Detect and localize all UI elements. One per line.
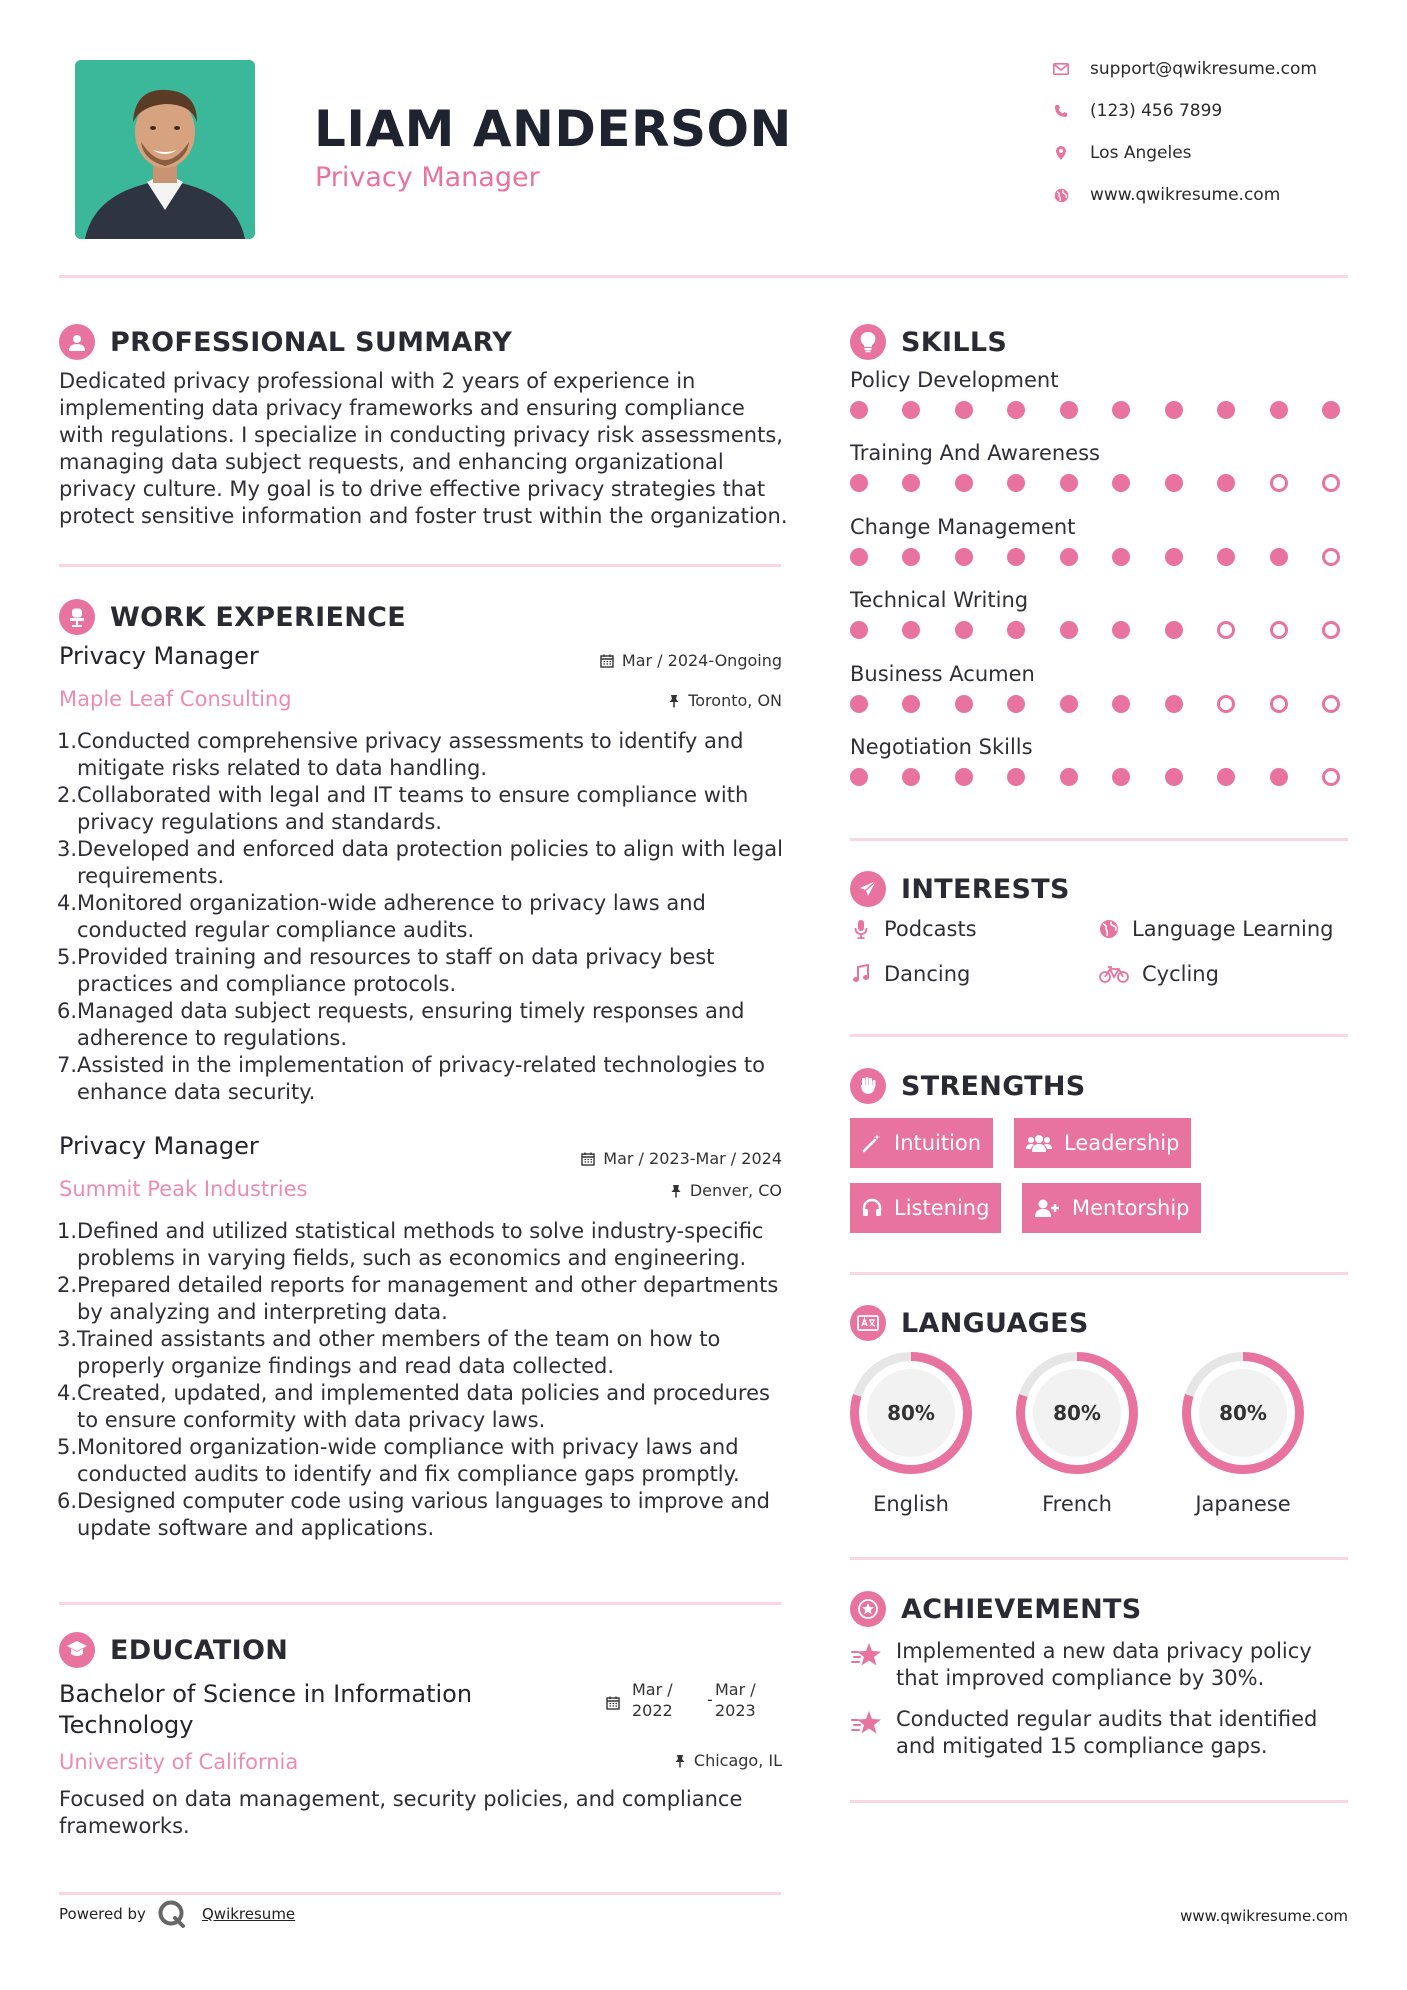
skills-divider xyxy=(850,838,1348,841)
rating-dot-filled xyxy=(902,401,920,419)
rating-dot-filled xyxy=(1112,695,1130,713)
phone-icon xyxy=(1052,102,1070,120)
calendar-icon xyxy=(600,654,614,668)
rating-dot-empty xyxy=(1322,474,1340,492)
star-icon xyxy=(850,1706,884,1734)
graduation-icon xyxy=(59,1632,95,1668)
rating-dot-filled xyxy=(1165,621,1183,639)
summary-header xyxy=(59,322,512,362)
profile-photo xyxy=(75,60,255,239)
skill-row xyxy=(850,588,1348,640)
interest-cycling: Cycling xyxy=(1098,962,1219,986)
rating-dot-filled xyxy=(1217,474,1235,492)
skill-row xyxy=(850,735,1348,787)
skill-row xyxy=(850,662,1348,714)
strengths-title: STRENGTHS xyxy=(901,1070,1086,1102)
rating-dot-filled xyxy=(1165,695,1183,713)
strength-mentorship: Mentorship xyxy=(1022,1183,1201,1233)
languages-divider xyxy=(850,1557,1348,1560)
job-2-title: Privacy Manager xyxy=(59,1132,259,1160)
list-item: 1. Conducted comprehensive privacy assessments to identify and mitigate risks related to data handling. xyxy=(57,729,744,780)
skill-row xyxy=(850,515,1348,567)
summary-title: PROFESSIONAL SUMMARY xyxy=(110,326,513,358)
footer-url[interactable]: www.qwikresume.com xyxy=(1180,1907,1348,1925)
calendar-icon xyxy=(581,1152,595,1166)
rating-dot-filled xyxy=(1007,695,1025,713)
globe-icon xyxy=(1052,186,1070,204)
candidate-role: Privacy Manager xyxy=(315,162,540,193)
list-item: 2. Prepared detailed reports for management and other departments by analyzing and interpreting data. xyxy=(57,1273,779,1324)
rating-dot-filled xyxy=(1112,768,1130,786)
rating-dot-filled xyxy=(1060,621,1078,639)
education-date-end-1: Mar / xyxy=(715,1680,756,1699)
job-2-company: Summit Peak Industries xyxy=(59,1177,308,1201)
skill-rating xyxy=(850,473,1340,493)
languages-title: LANGUAGES xyxy=(901,1307,1089,1339)
list-item: 7. Assisted in the implementation of privacy-related technologies to enhance data security. xyxy=(57,1053,765,1104)
rating-dot-filled xyxy=(1217,768,1235,786)
skill-rating xyxy=(850,694,1340,714)
header-divider xyxy=(59,275,1348,278)
skill-name: Technical Writing xyxy=(850,588,1029,612)
contact-website[interactable] xyxy=(1052,182,1280,208)
user-icon xyxy=(59,324,95,360)
education-divider xyxy=(59,1892,781,1895)
strengths-header xyxy=(850,1066,1086,1106)
rating-dot-filled xyxy=(1217,548,1235,566)
rating-dot-filled xyxy=(902,768,920,786)
rating-dot-filled xyxy=(1217,401,1235,419)
language-name: Japanese xyxy=(1195,1492,1291,1516)
list-item: 5. Provided training and resources to staff on data privacy best practices and compliance protocols. xyxy=(57,945,715,996)
contact-email[interactable] xyxy=(1052,56,1317,82)
experience-divider xyxy=(59,1602,781,1605)
calendar-icon xyxy=(606,1695,620,1714)
rating-dot-filled xyxy=(1060,548,1078,566)
rating-dot-filled xyxy=(1165,401,1183,419)
rating-dot-filled xyxy=(955,768,973,786)
rating-dot-filled xyxy=(850,474,868,492)
language-percent: 80% xyxy=(1199,1369,1287,1457)
job-2-location-text: Denver, CO xyxy=(689,1181,782,1200)
rating-dot-filled xyxy=(1165,548,1183,566)
pushpin-icon xyxy=(670,1184,682,1198)
experience-title: WORK EXPERIENCE xyxy=(110,601,406,633)
rating-dot-filled xyxy=(1007,474,1025,492)
education-title: EDUCATION xyxy=(110,1634,289,1666)
skill-row xyxy=(850,368,1348,420)
user-plus-icon xyxy=(1034,1198,1060,1218)
language-icon xyxy=(850,1305,886,1341)
rating-dot-filled xyxy=(1007,768,1025,786)
rating-dot-filled xyxy=(1007,401,1025,419)
music-note-icon xyxy=(850,964,872,984)
interest-dancing: Dancing xyxy=(850,962,970,986)
strength-intuition: Intuition xyxy=(850,1118,993,1168)
skills-title: SKILLS xyxy=(901,326,1008,358)
education-location-text: Chicago, IL xyxy=(693,1751,782,1770)
job-1-date xyxy=(500,651,782,670)
rating-dot-empty xyxy=(1322,695,1340,713)
skill-name: Training And Awareness xyxy=(850,441,1100,465)
contact-website-text: www.qwikresume.com xyxy=(1090,185,1281,205)
skill-row xyxy=(850,441,1348,493)
languages-header xyxy=(850,1303,1089,1343)
contact-email-text: support@qwikresume.com xyxy=(1090,59,1317,79)
rating-dot-empty xyxy=(1217,695,1235,713)
list-item: 5. Monitored organization-wide compliance with privacy laws and conducted audits to identify and fix compliance gaps promptly. xyxy=(57,1435,740,1486)
magic-wand-icon xyxy=(862,1133,882,1153)
rating-dot-filled xyxy=(955,474,973,492)
contact-location xyxy=(1052,140,1192,166)
rating-dot-filled xyxy=(955,621,973,639)
list-item: 6. Managed data subject requests, ensuring timely responses and adherence to regulations. xyxy=(57,999,745,1050)
achievement-item: Implemented a new data privacy policy that improved compliance by 30%. xyxy=(850,1638,1348,1692)
language-progress-ring xyxy=(1016,1352,1138,1474)
contact-phone-text: (123) 456 7899 xyxy=(1090,101,1223,121)
rating-dot-filled xyxy=(1060,768,1078,786)
degree-line-2: Technology xyxy=(59,1711,194,1739)
job-1-company: Maple Leaf Consulting xyxy=(59,687,292,711)
rating-dot-filled xyxy=(1270,768,1288,786)
rating-dot-filled xyxy=(1060,401,1078,419)
rating-dot-empty xyxy=(1322,548,1340,566)
contact-location-text: Los Angeles xyxy=(1090,143,1192,163)
list-item: 3. Trained assistants and other members of the team on how to properly organize findings and read data collected. xyxy=(57,1327,721,1378)
rating-dot-empty xyxy=(1322,768,1340,786)
interests-title: INTERESTS xyxy=(901,873,1070,905)
skill-name: Change Management xyxy=(850,515,1076,539)
pushpin-icon xyxy=(674,1754,686,1768)
rating-dot-filled xyxy=(1060,695,1078,713)
fist-icon xyxy=(850,1068,886,1104)
rating-dot-filled xyxy=(955,401,973,419)
list-item: 1. Defined and utilized statistical methods to solve industry-specific problems in varying fields, such as economics and engineering. xyxy=(57,1219,764,1270)
summary-divider xyxy=(59,564,781,567)
language-item xyxy=(1182,1352,1304,1516)
lightbulb-icon xyxy=(850,324,886,360)
list-item: 6. Designed computer code using various languages to improve and update software and applications. xyxy=(57,1489,770,1540)
achievements-title: ACHIEVEMENTS xyxy=(901,1593,1142,1625)
summary-text: Dedicated privacy professional with 2 years of experience in implementing data privacy frameworks and ensuring compliance with regulations. I specialize in conducting privacy risk assessments, managing data subject requests, and enhancing organizational privacy culture. My goal is to drive effective privacy strategies that protect sensitive information and foster trust within the organization. xyxy=(59,369,788,528)
rating-dot-filled xyxy=(1060,474,1078,492)
powered-by-label: Powered by xyxy=(59,1905,146,1923)
language-percent: 80% xyxy=(867,1369,955,1457)
skills-header xyxy=(850,322,1007,362)
interests-header xyxy=(850,869,1070,909)
rating-dot-filled xyxy=(1270,548,1288,566)
rating-dot-empty xyxy=(1217,621,1235,639)
job-1-date-text: Mar / 2024-Ongoing xyxy=(621,651,782,670)
skill-name: Policy Development xyxy=(850,368,1059,392)
skill-name: Negotiation Skills xyxy=(850,735,1033,759)
job-1-bullets xyxy=(59,728,794,1106)
qwikresume-logo-icon xyxy=(156,1898,188,1934)
language-progress-ring xyxy=(1182,1352,1304,1474)
map-pin-icon xyxy=(1052,144,1070,162)
rating-dot-empty xyxy=(1270,621,1288,639)
envelope-icon xyxy=(1052,60,1070,78)
rating-dot-filled xyxy=(1270,401,1288,419)
skill-rating xyxy=(850,547,1340,567)
language-progress-ring xyxy=(850,1352,972,1474)
candidate-name: LIAM ANDERSON xyxy=(314,100,792,158)
rating-dot-empty xyxy=(1270,695,1288,713)
rating-dot-filled xyxy=(955,695,973,713)
list-item: 3. Developed and enforced data protection policies to align with legal requirements. xyxy=(57,837,783,888)
rating-dot-filled xyxy=(1165,474,1183,492)
education-date xyxy=(606,1680,782,1726)
star-icon xyxy=(850,1638,884,1666)
interest-language-learning: Language Learning xyxy=(1098,917,1333,941)
skill-rating xyxy=(850,767,1340,787)
microphone-icon xyxy=(850,919,872,939)
users-icon xyxy=(1026,1133,1052,1153)
job-2-location xyxy=(500,1181,782,1200)
strength-listening: Listening xyxy=(850,1183,1001,1233)
rating-dot-filled xyxy=(1322,401,1340,419)
rating-dot-empty xyxy=(1270,474,1288,492)
rating-dot-filled xyxy=(1112,621,1130,639)
school-name: University of California xyxy=(59,1750,299,1774)
list-item: 4. Monitored organization-wide adherence to privacy laws and conducted regular compliance audits. xyxy=(57,891,706,942)
rating-dot-filled xyxy=(850,695,868,713)
star-badge-icon xyxy=(850,1591,886,1627)
job-2-date xyxy=(500,1149,782,1168)
list-item: 4. Created, updated, and implemented data policies and procedures to ensure conformity with data privacy laws. xyxy=(57,1381,770,1432)
language-item xyxy=(850,1352,972,1516)
job-1-location xyxy=(500,691,782,710)
job-2-date-text: Mar / 2023-Mar / 2024 xyxy=(603,1149,782,1168)
contact-phone[interactable] xyxy=(1052,98,1222,124)
skill-name: Business Acumen xyxy=(850,662,1035,686)
job-2-bullets xyxy=(59,1218,794,1542)
rating-dot-filled xyxy=(902,474,920,492)
achievements-divider xyxy=(850,1800,1348,1803)
chair-icon xyxy=(59,599,95,635)
achievement-item: Conducted regular audits that identified and mitigated 15 compliance gaps. xyxy=(850,1706,1348,1760)
rating-dot-filled xyxy=(1007,621,1025,639)
skill-rating xyxy=(850,400,1340,420)
rating-dot-filled xyxy=(1112,401,1130,419)
interests-divider xyxy=(850,1034,1348,1037)
education-description: Focused on data management, security policies, and compliance frameworks. xyxy=(59,1787,743,1838)
interest-podcasts: Podcasts xyxy=(850,917,977,941)
education-date-sep: - xyxy=(707,1690,713,1709)
rating-dot-filled xyxy=(902,621,920,639)
qwikresume-link[interactable]: Qwikresume xyxy=(202,1905,296,1923)
strengths-divider xyxy=(850,1272,1348,1275)
skill-rating xyxy=(850,620,1340,640)
education-header xyxy=(59,1630,288,1670)
language-name: English xyxy=(873,1492,949,1516)
rating-dot-filled xyxy=(902,695,920,713)
strength-leadership: Leadership xyxy=(1014,1118,1191,1168)
education-date-start-2: 2022 xyxy=(632,1701,673,1720)
headphones-icon xyxy=(862,1198,882,1218)
language-percent: 80% xyxy=(1033,1369,1121,1457)
languages-list xyxy=(850,1352,1350,1522)
paper-plane-icon xyxy=(850,871,886,907)
rating-dot-empty xyxy=(1322,621,1340,639)
experience-header xyxy=(59,597,406,637)
language-item xyxy=(1016,1352,1138,1516)
rating-dot-filled xyxy=(1112,548,1130,566)
rating-dot-filled xyxy=(1112,474,1130,492)
education-date-end-2: 2023 xyxy=(715,1701,756,1720)
rating-dot-filled xyxy=(850,768,868,786)
job-1-title: Privacy Manager xyxy=(59,642,259,670)
language-name: French xyxy=(1042,1492,1112,1516)
rating-dot-filled xyxy=(850,621,868,639)
list-item: 2. Collaborated with legal and IT teams to ensure compliance with privacy regulations and standards. xyxy=(57,783,749,834)
job-1-location-text: Toronto, ON xyxy=(688,691,782,710)
rating-dot-filled xyxy=(955,548,973,566)
education-location xyxy=(500,1751,782,1770)
rating-dot-filled xyxy=(1007,548,1025,566)
rating-dot-filled xyxy=(850,548,868,566)
achievements-header xyxy=(850,1589,1142,1629)
rating-dot-filled xyxy=(850,401,868,419)
rating-dot-filled xyxy=(902,548,920,566)
rating-dot-filled xyxy=(1165,768,1183,786)
globe-icon xyxy=(1098,919,1120,939)
pushpin-icon xyxy=(668,694,680,708)
education-date-start-1: Mar / xyxy=(632,1680,673,1699)
bicycle-icon xyxy=(1098,965,1130,983)
degree-line-1: Bachelor of Science in Information xyxy=(59,1680,473,1708)
